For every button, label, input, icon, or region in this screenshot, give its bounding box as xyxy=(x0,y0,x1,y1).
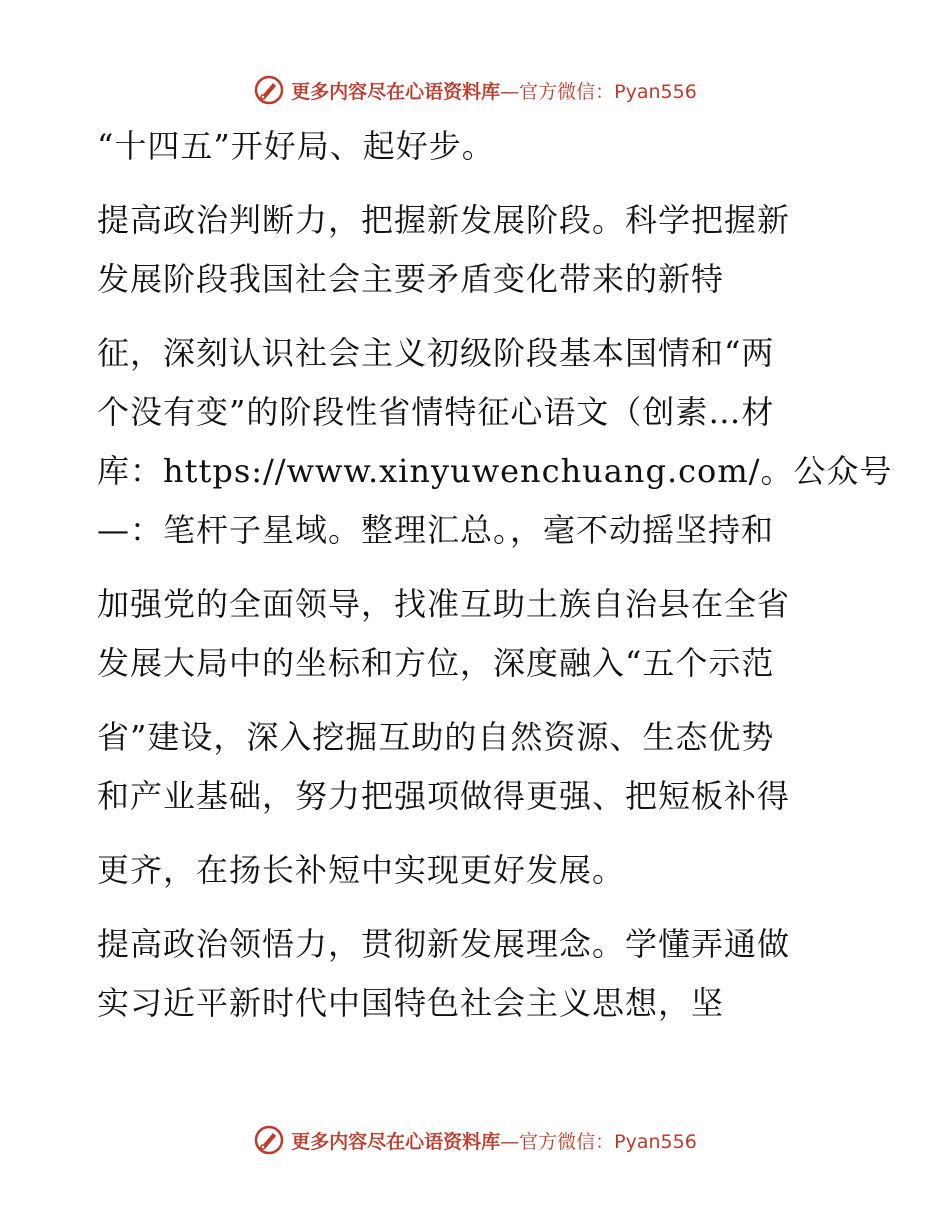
text-line: 省”建设，深入挖掘互助的自然资源、生态优势 xyxy=(97,718,775,756)
text-line: 发展阶段我国社会主要矛盾变化带来的新特 xyxy=(97,260,725,298)
text-line: 发展大局中的坐标和方位，深度融入“五个示范 xyxy=(97,644,775,682)
footer-watermark xyxy=(0,1120,950,1160)
text-line: 库：https://www.xinyuwenchuang.com/。公众号 xyxy=(97,452,893,490)
text-line: 提高政治领悟力，贯彻新发展理念。学懂弄通做 xyxy=(97,925,791,963)
brand-logo-icon xyxy=(253,1124,285,1156)
watermark-wechat: —官方微信：Pyan556 xyxy=(500,1130,697,1153)
text-line: —：笔杆子星域。整理汇总。，毫不动摇坚持和 xyxy=(97,511,775,549)
text-line: 和产业基础，努力把强项做得更强、把短板补得 xyxy=(97,777,791,815)
brand-logo-icon xyxy=(253,74,285,106)
watermark-title: 更多内容尽在心语资料库 xyxy=(291,1130,501,1153)
text-line: 提高政治判断力，把握新发展阶段。科学把握新 xyxy=(97,201,791,239)
header-watermark xyxy=(0,70,950,110)
watermark-wechat: —官方微信：Pyan556 xyxy=(500,80,697,103)
text-line: “十四五”开好局、起好步。 xyxy=(97,127,495,165)
text-line: 实习近平新时代中国特色社会主义思想，坚 xyxy=(97,984,725,1022)
watermark-title: 更多内容尽在心语资料库 xyxy=(291,80,501,103)
text-line: 征，深刻认识社会主义初级阶段基本国情和“两 xyxy=(97,334,775,372)
text-line: 加强党的全面领导，找准互助土族自治县在全省 xyxy=(97,585,791,623)
text-line: 个没有变”的阶段性省情特征心语文（创素…材 xyxy=(97,393,775,431)
text-line: 更齐，在扬长补短中实现更好发展。 xyxy=(97,851,626,889)
